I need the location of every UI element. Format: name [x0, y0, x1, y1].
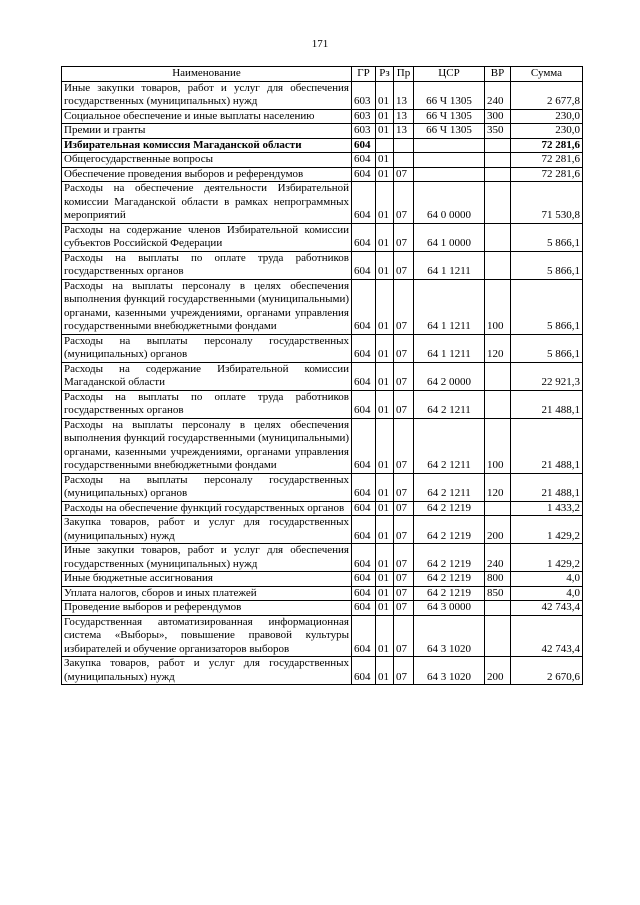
- cell-vr: [485, 182, 511, 224]
- cell-csr: 64 2 1219: [414, 572, 485, 587]
- cell-rz: 01: [376, 334, 394, 362]
- cell-name: Расходы на содержание членов Избирательной комиссии субъектов Российской Федерации: [62, 223, 352, 251]
- cell-name: Социальное обеспечение и иные выплаты населению: [62, 109, 352, 124]
- cell-gr: 604: [352, 223, 376, 251]
- header-rz: Рз: [376, 67, 394, 82]
- cell-rz: 01: [376, 572, 394, 587]
- cell-rz: 01: [376, 473, 394, 501]
- cell-gr: 604: [352, 544, 376, 572]
- cell-gr: 604: [352, 153, 376, 168]
- cell-sum: 72 281,6: [511, 167, 583, 182]
- cell-csr: 64 3 1020: [414, 615, 485, 657]
- cell-pr: 07: [394, 572, 414, 587]
- table-row: [62, 223, 583, 251]
- cell-csr: 64 1 1211: [414, 279, 485, 334]
- cell-rz: 01: [376, 390, 394, 418]
- table-row: [62, 657, 583, 685]
- cell-sum: 2 677,8: [511, 81, 583, 109]
- cell-rz: 01: [376, 501, 394, 516]
- cell-sum: 1 429,2: [511, 516, 583, 544]
- cell-gr: 604: [352, 251, 376, 279]
- cell-vr: 300: [485, 109, 511, 124]
- cell-csr: [414, 138, 485, 153]
- cell-rz: 01: [376, 251, 394, 279]
- cell-vr: 800: [485, 572, 511, 587]
- cell-csr: 64 2 1219: [414, 586, 485, 601]
- cell-gr: 603: [352, 124, 376, 139]
- cell-gr: 604: [352, 182, 376, 224]
- cell-pr: 07: [394, 657, 414, 685]
- cell-rz: 01: [376, 124, 394, 139]
- cell-name: Закупка товаров, работ и услуг для государственных (муниципальных) нужд: [62, 657, 352, 685]
- cell-vr: 120: [485, 334, 511, 362]
- cell-rz: 01: [376, 657, 394, 685]
- cell-name: Расходы на выплаты персоналу государственных (муниципальных) органов: [62, 473, 352, 501]
- budget-table: [61, 66, 583, 685]
- cell-sum: 5 866,1: [511, 279, 583, 334]
- cell-vr: 120: [485, 473, 511, 501]
- cell-sum: 72 281,6: [511, 138, 583, 153]
- cell-csr: 64 1 0000: [414, 223, 485, 251]
- cell-pr: 07: [394, 473, 414, 501]
- cell-vr: 350: [485, 124, 511, 139]
- cell-gr: 604: [352, 572, 376, 587]
- cell-pr: 07: [394, 615, 414, 657]
- cell-csr: 66 Ч 1305: [414, 81, 485, 109]
- cell-csr: 64 2 1211: [414, 473, 485, 501]
- cell-name: Закупка товаров, работ и услуг для государственных (муниципальных) нужд: [62, 516, 352, 544]
- cell-name: Расходы на выплаты по оплате труда работников государственных органов: [62, 251, 352, 279]
- cell-sum: 71 530,8: [511, 182, 583, 224]
- cell-vr: [485, 601, 511, 616]
- cell-name: Избирательная комиссия Магаданской области: [62, 138, 352, 153]
- table-header-row: [62, 67, 583, 82]
- table-row: [62, 473, 583, 501]
- cell-csr: 66 Ч 1305: [414, 124, 485, 139]
- cell-pr: 07: [394, 223, 414, 251]
- cell-sum: 21 488,1: [511, 418, 583, 473]
- cell-name: Расходы на обеспечение функций государственных органов: [62, 501, 352, 516]
- cell-rz: 01: [376, 182, 394, 224]
- cell-name: Расходы на выплаты по оплате труда работников государственных органов: [62, 390, 352, 418]
- header-name: Наименование: [62, 67, 352, 82]
- cell-gr: 604: [352, 615, 376, 657]
- cell-vr: 100: [485, 418, 511, 473]
- cell-pr: 07: [394, 601, 414, 616]
- cell-csr: 64 2 1219: [414, 516, 485, 544]
- table-row: [62, 615, 583, 657]
- cell-pr: 07: [394, 251, 414, 279]
- cell-csr: [414, 167, 485, 182]
- cell-sum: 2 670,6: [511, 657, 583, 685]
- cell-rz: 01: [376, 153, 394, 168]
- cell-csr: 64 2 1219: [414, 544, 485, 572]
- cell-gr: 604: [352, 390, 376, 418]
- cell-rz: 01: [376, 418, 394, 473]
- cell-rz: 01: [376, 223, 394, 251]
- cell-sum: 21 488,1: [511, 390, 583, 418]
- cell-name: Государственная автоматизированная информационная система «Выборы», повышение правовой культуры избирателей и обучение организаторов выборов: [62, 615, 352, 657]
- header-sum: Сумма: [511, 67, 583, 82]
- cell-vr: 850: [485, 586, 511, 601]
- table-row: [62, 516, 583, 544]
- table-body: [62, 81, 583, 685]
- cell-gr: 604: [352, 279, 376, 334]
- table-row: [62, 418, 583, 473]
- cell-csr: 64 2 1211: [414, 418, 485, 473]
- cell-name: Расходы на содержание Избирательной комиссии Магаданской области: [62, 362, 352, 390]
- cell-gr: 604: [352, 167, 376, 182]
- cell-name: Иные закупки товаров, работ и услуг для обеспечения государственных (муниципальных) нужд: [62, 544, 352, 572]
- cell-sum: 5 866,1: [511, 251, 583, 279]
- cell-sum: 22 921,3: [511, 362, 583, 390]
- header-pr: Пр: [394, 67, 414, 82]
- cell-pr: 07: [394, 418, 414, 473]
- table-row: [62, 138, 583, 153]
- cell-sum: 5 866,1: [511, 334, 583, 362]
- table-row: [62, 572, 583, 587]
- table-row: [62, 334, 583, 362]
- cell-vr: 200: [485, 657, 511, 685]
- cell-gr: 604: [352, 501, 376, 516]
- cell-name: Обеспечение проведения выборов и референдумов: [62, 167, 352, 182]
- cell-name: Расходы на выплаты персоналу государственных (муниципальных) органов: [62, 334, 352, 362]
- cell-pr: 07: [394, 182, 414, 224]
- cell-vr: [485, 615, 511, 657]
- cell-gr: 604: [352, 516, 376, 544]
- header-csr: ЦСР: [414, 67, 485, 82]
- table-row: [62, 544, 583, 572]
- cell-name: Уплата налогов, сборов и иных платежей: [62, 586, 352, 601]
- table-row: [62, 362, 583, 390]
- cell-pr: 07: [394, 501, 414, 516]
- table-row: [62, 182, 583, 224]
- cell-vr: 240: [485, 81, 511, 109]
- cell-csr: 66 Ч 1305: [414, 109, 485, 124]
- cell-csr: 64 3 0000: [414, 601, 485, 616]
- cell-rz: 01: [376, 362, 394, 390]
- cell-pr: 07: [394, 167, 414, 182]
- cell-rz: 01: [376, 516, 394, 544]
- cell-vr: [485, 251, 511, 279]
- cell-csr: 64 1 1211: [414, 251, 485, 279]
- cell-pr: 07: [394, 362, 414, 390]
- cell-sum: 21 488,1: [511, 473, 583, 501]
- cell-sum: 5 866,1: [511, 223, 583, 251]
- cell-name: Расходы на выплаты персоналу в целях обеспечения выполнения функций государственными (муниципальными) органами, казенными учреждениями, органами управления государственными внебюджетными фондами: [62, 279, 352, 334]
- cell-vr: [485, 138, 511, 153]
- cell-pr: 07: [394, 390, 414, 418]
- cell-pr: 07: [394, 516, 414, 544]
- cell-sum: 230,0: [511, 124, 583, 139]
- cell-vr: [485, 362, 511, 390]
- cell-rz: 01: [376, 615, 394, 657]
- cell-pr: 13: [394, 124, 414, 139]
- cell-csr: 64 2 1211: [414, 390, 485, 418]
- cell-sum: 42 743,4: [511, 615, 583, 657]
- cell-vr: [485, 501, 511, 516]
- cell-sum: 4,0: [511, 586, 583, 601]
- cell-gr: 604: [352, 362, 376, 390]
- cell-rz: [376, 138, 394, 153]
- cell-pr: [394, 138, 414, 153]
- cell-rz: 01: [376, 544, 394, 572]
- cell-vr: 100: [485, 279, 511, 334]
- cell-gr: 603: [352, 109, 376, 124]
- table-row: [62, 390, 583, 418]
- cell-vr: [485, 167, 511, 182]
- cell-vr: [485, 153, 511, 168]
- cell-rz: 01: [376, 586, 394, 601]
- table-row: [62, 586, 583, 601]
- cell-name: Проведение выборов и референдумов: [62, 601, 352, 616]
- table-row: [62, 251, 583, 279]
- cell-gr: 603: [352, 81, 376, 109]
- cell-rz: 01: [376, 601, 394, 616]
- table-row: [62, 279, 583, 334]
- cell-sum: 4,0: [511, 572, 583, 587]
- cell-sum: 230,0: [511, 109, 583, 124]
- table-row: [62, 167, 583, 182]
- cell-name: Общегосударственные вопросы: [62, 153, 352, 168]
- cell-csr: 64 1 1211: [414, 334, 485, 362]
- cell-csr: 64 3 1020: [414, 657, 485, 685]
- cell-rz: 01: [376, 167, 394, 182]
- cell-name: Иные закупки товаров, работ и услуг для обеспечения государственных (муниципальных) нужд: [62, 81, 352, 109]
- cell-pr: [394, 153, 414, 168]
- cell-rz: 01: [376, 279, 394, 334]
- cell-rz: 01: [376, 109, 394, 124]
- cell-rz: 01: [376, 81, 394, 109]
- cell-gr: 604: [352, 418, 376, 473]
- cell-sum: 42 743,4: [511, 601, 583, 616]
- table-row: [62, 109, 583, 124]
- cell-csr: 64 2 1219: [414, 501, 485, 516]
- table-row: [62, 601, 583, 616]
- table-row: [62, 153, 583, 168]
- cell-name: Расходы на выплаты персоналу в целях обеспечения выполнения функций государственными (муниципальными) органами, казенными учреждениями, органами управления государственными внебюджетными фондами: [62, 418, 352, 473]
- cell-name: Иные бюджетные ассигнования: [62, 572, 352, 587]
- table-row: [62, 501, 583, 516]
- cell-vr: [485, 223, 511, 251]
- cell-vr: 240: [485, 544, 511, 572]
- page-number: 171: [311, 38, 329, 50]
- table-row: [62, 124, 583, 139]
- cell-pr: 07: [394, 544, 414, 572]
- cell-gr: 604: [352, 657, 376, 685]
- cell-gr: 604: [352, 601, 376, 616]
- cell-csr: 64 0 0000: [414, 182, 485, 224]
- cell-csr: 64 2 0000: [414, 362, 485, 390]
- cell-vr: 200: [485, 516, 511, 544]
- cell-gr: 604: [352, 334, 376, 362]
- cell-vr: [485, 390, 511, 418]
- cell-name: Премии и гранты: [62, 124, 352, 139]
- header-gr: ГР: [352, 67, 376, 82]
- header-vr: ВР: [485, 67, 511, 82]
- cell-pr: 07: [394, 279, 414, 334]
- cell-name: Расходы на обеспечение деятельности Избирательной комиссии Магаданской области в рамках непрограммных мероприятий: [62, 182, 352, 224]
- cell-sum: 72 281,6: [511, 153, 583, 168]
- cell-csr: [414, 153, 485, 168]
- cell-pr: 13: [394, 81, 414, 109]
- table-row: [62, 81, 583, 109]
- cell-sum: 1 433,2: [511, 501, 583, 516]
- cell-gr: 604: [352, 138, 376, 153]
- cell-sum: 1 429,2: [511, 544, 583, 572]
- cell-pr: 07: [394, 334, 414, 362]
- cell-gr: 604: [352, 473, 376, 501]
- cell-pr: 13: [394, 109, 414, 124]
- cell-gr: 604: [352, 586, 376, 601]
- cell-pr: 07: [394, 586, 414, 601]
